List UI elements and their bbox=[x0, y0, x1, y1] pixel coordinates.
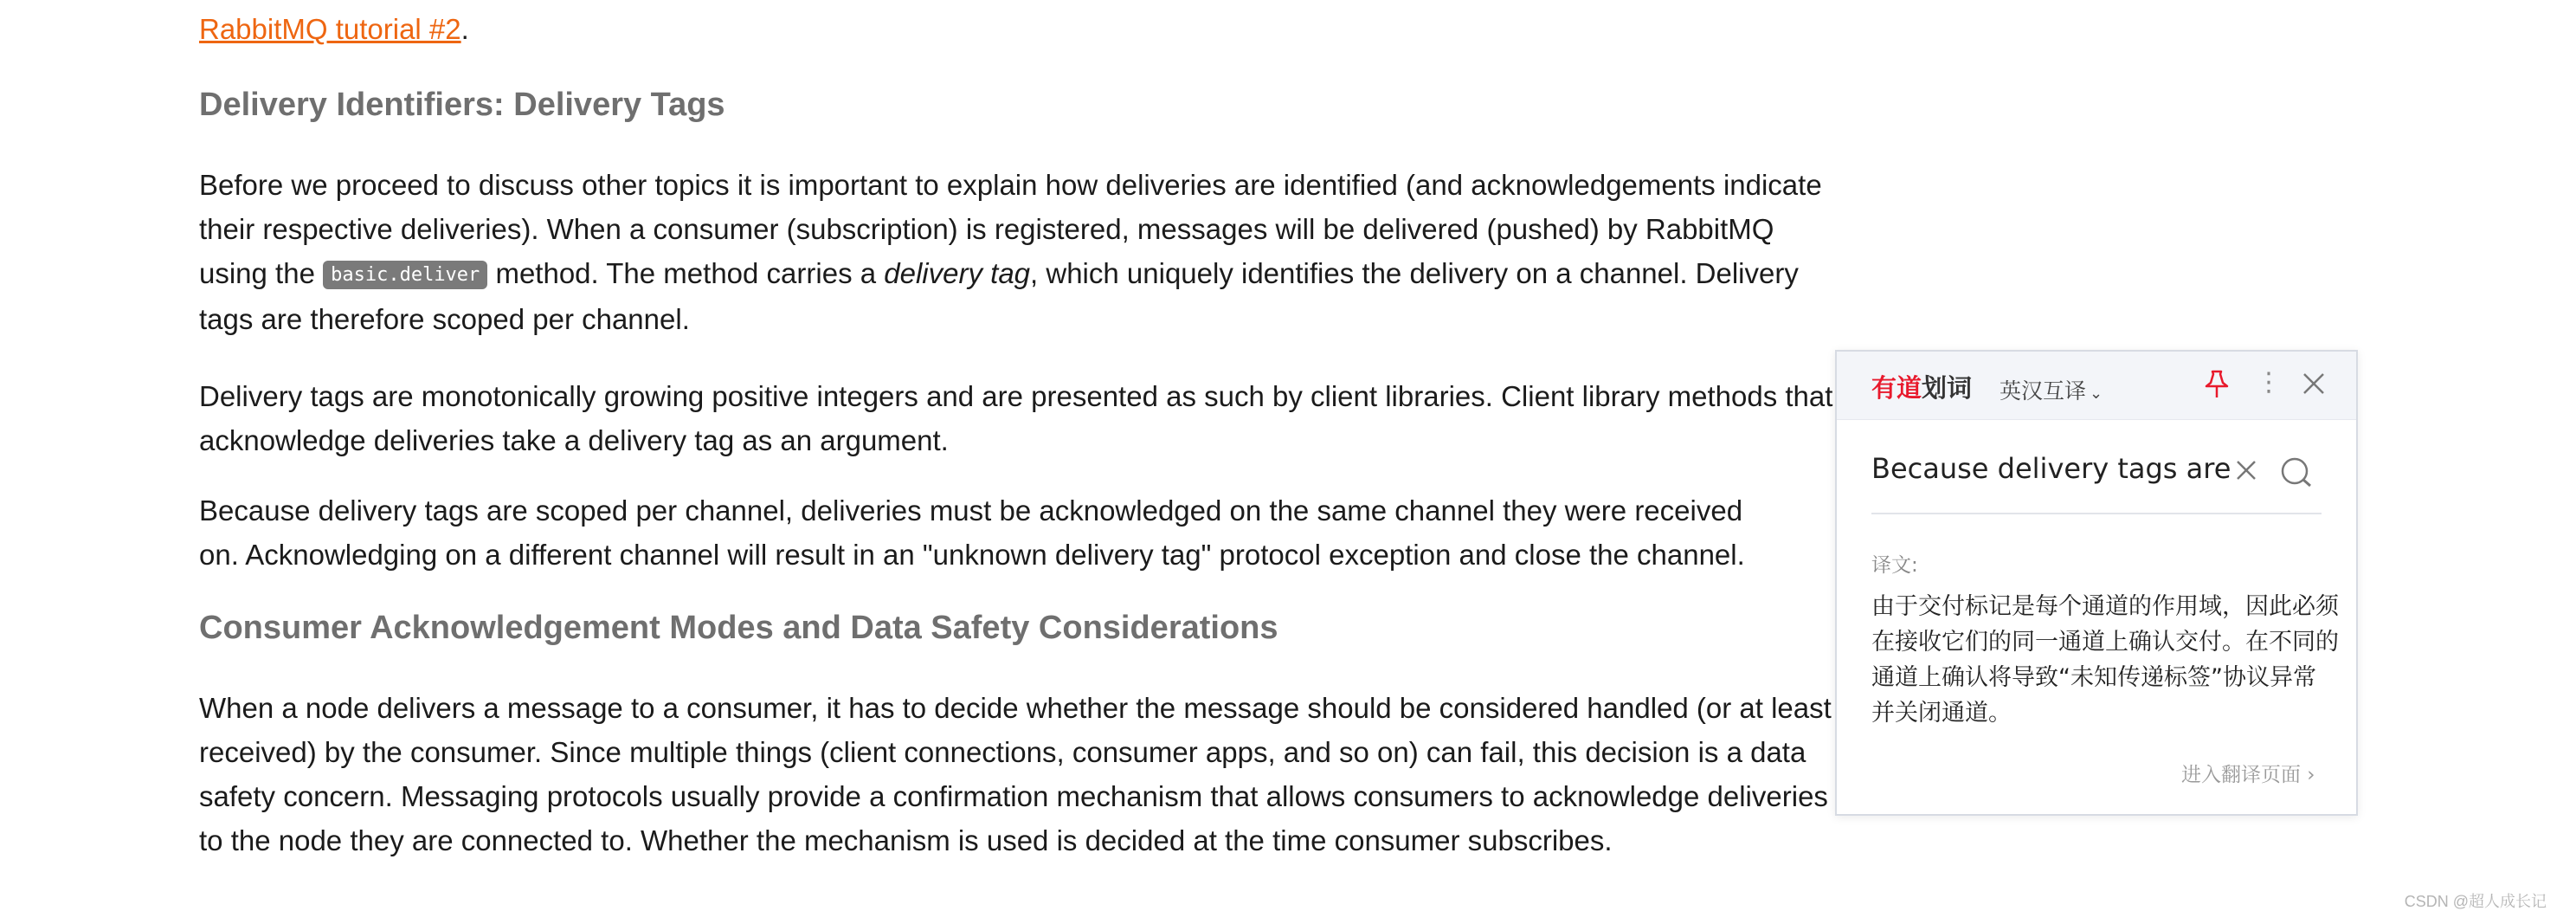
paragraph-delivery-identifiers bbox=[199, 163, 1835, 341]
translate-mode-dropdown[interactable] bbox=[2000, 374, 2103, 405]
more-icon[interactable]: ⋮ bbox=[2256, 367, 2282, 397]
emphasis-text: delivery tag bbox=[884, 257, 1031, 289]
translation-result: 由于交付标记是每个通道的作用域，因此必须在接收它们的同一通道上确认交付。在不同的通道上确认将导致“未知传递标签”协议异常并关闭通道。 bbox=[1871, 593, 2339, 727]
heading-delivery-tags: Delivery Identifiers: Delivery Tags bbox=[199, 87, 725, 123]
paragraph-data-safety: When a node delivers a message to a consumer, it has to decide whether the message should be considered handled (or at least received) by the consumer. Since multiple things (client connections, consumer apps, and so on) can fail, this decision is a data safety concern. Messaging protocols usually provide a confirmation mechanism that allows consumers to acknowledge deliveries to the node they are connected to. Whether the mechanism is used is decided at the time consumer subscribes. bbox=[199, 692, 1832, 856]
youdao-logo bbox=[1871, 369, 1972, 404]
selected-text-line-1[interactable]: Because delivery tags are scoped per channel, deliveries must be acknowledged on the same channel they were received bbox=[199, 494, 1743, 527]
paragraph-text: method. The method carries a bbox=[495, 257, 877, 289]
selected-text-line-2[interactable]: on. Acknowledging on a different channel will result in an "unknown delivery tag" protocol exception and close the channel. bbox=[199, 539, 1745, 571]
close-icon[interactable] bbox=[2301, 371, 2327, 397]
query-text[interactable]: Because delivery tags are bbox=[1871, 452, 2231, 485]
chevron-right-icon: › bbox=[2301, 764, 2315, 786]
popup-header bbox=[1837, 352, 2356, 420]
paragraph-text: , which uniquely identifies the delivery on a channel. Delivery tags are therefore scoped per channel. bbox=[199, 257, 1799, 335]
link-suffix: . bbox=[460, 13, 469, 45]
logo-sub: 划词 bbox=[1922, 373, 1973, 403]
heading-ack-modes: Consumer Acknowledgement Modes and Data Safety Considerations bbox=[199, 610, 1278, 646]
chevron-down-icon: ⌄ bbox=[2090, 384, 2103, 403]
mode-label: 英汉互译 bbox=[2000, 378, 2087, 404]
logo-main: 有道 bbox=[1871, 373, 1922, 403]
youdao-translate-popup bbox=[1835, 350, 2358, 816]
search-icon[interactable] bbox=[2280, 456, 2313, 488]
inline-code: basic.deliver bbox=[323, 261, 487, 289]
tutorial-link[interactable]: RabbitMQ tutorial #2 bbox=[199, 13, 461, 45]
goto-translate-page-link[interactable] bbox=[2181, 759, 2315, 787]
paragraph-selected[interactable] bbox=[199, 488, 1835, 577]
query-divider bbox=[1871, 513, 2322, 514]
tutorial-link-line bbox=[199, 12, 469, 47]
pin-icon[interactable] bbox=[2204, 369, 2230, 400]
paragraph-monotonic-tags: Delivery tags are monotonically growing positive integers and are presented as such by client libraries. Client library methods that acknowledge deliveries take a delivery tag as an argument. bbox=[199, 380, 1833, 456]
result-label: 译文: bbox=[1871, 554, 1918, 577]
clear-icon[interactable] bbox=[2235, 459, 2257, 481]
watermark: CSDN @超人成长记 bbox=[2404, 893, 2547, 910]
paragraph-text: Before we proceed to discuss other topics it is important to explain how deliveries are identified (and acknowledgements indicate their respective deliveries). When a consumer (subscription) is registered, messages will be delivered (pushed) by RabbitMQ using the bbox=[199, 169, 1822, 289]
goto-label: 进入翻译页面 bbox=[2181, 764, 2301, 786]
